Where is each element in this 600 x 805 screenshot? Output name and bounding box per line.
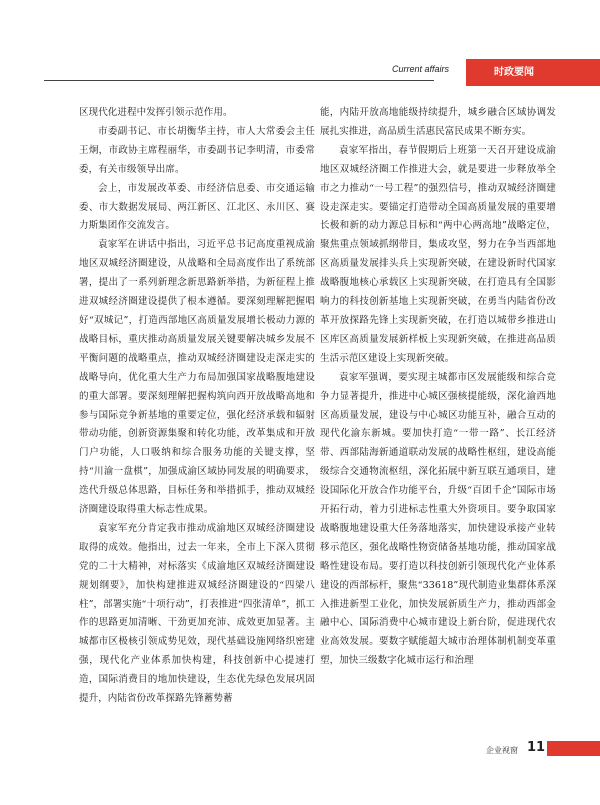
body-paragraph: 袁家军充分肯定我市推动成渝地区双城经济圈建设取得的成效。他指出，过去一年来，全市上下深入贯彻党的二十大精神，对标落实《成渝地区双城经济圈建设规划纲要》，加快构建推进双城经济圈建设的“四梁八柱”，部署实施“十项行动”，打表推进“四张清单”，抓工作的思路更加清晰、干劲更加充沛、成效更加显著。主城都市区极核引领成势见效，现代基础设施网络织密建强，现代化产业体系加快构建，科技创新中心提速打造，国际消费目的地加快建设，生态优先绿色发展巩固提升，内陆省份改革探路先锋蓄势蓄 xyxy=(79,522,315,705)
page-number: 11 xyxy=(527,740,546,755)
footer-brand: 企业视窗 xyxy=(486,746,518,755)
section-title-en: Current affairs xyxy=(392,64,450,74)
body-paragraph: 市委副书记、市长胡衡华主持，市人大常委会主任王炯，市政协主席程丽华，市委副书记李明清，市委常委，有关市级领导出席。 xyxy=(79,125,315,175)
right-column xyxy=(320,104,556,671)
body-paragraph: 袁家军在讲话中指出，习近平总书记高度重视成渝地区双城经济圈建设，从战略和全局高度作出了系统部署，提出了一系列新理念新思路新举措，为新征程上推进双城经济圈建设提供了根本遵循。要深刻理解把握唱好“双城记”，打造西部地区高质量发展增长极动力源的战略目标，重庆推动高质量发展关键要解决城乡发展不平衡问题的战略重点，推动双城经济圈建设走深走实的战略导向，优化重大生产力布局加强国家战略腹地建设的重大部署。要深刻理解把握构筑向西开放战略高地和参与国际竞争新基地的重要定位，强化经济承载和辐射带动功能，创新资源集聚和转化功能，改革集成和开放门户功能，人口吸纳和综合服务功能的关键支撑，坚持“川渝一盘棋”，加强成渝区域协同发展的明确要求，迭代升级总体思路，目标任务和举措抓手，推动双城经济圈建设取得重大标志性成果。 xyxy=(79,239,315,516)
header-rule xyxy=(44,80,434,81)
body-paragraph: 会上，市发展改革委、市经济信息委、市交通运输委、市大数据发展局、两江新区、江北区、永川区、赛力斯集团作交流发言。 xyxy=(79,182,315,232)
body-paragraph: 能，内陆开放高地能级持续提升，城乡融合区域协调发展扎实推进，高品质生活惠民富民成果不断夯实。 xyxy=(320,107,556,137)
footer-accent-bar xyxy=(547,741,600,756)
left-column xyxy=(79,104,315,709)
body-paragraph: 区现代化进程中发挥引领示范作用。 xyxy=(79,107,233,118)
body-paragraph: 袁家军指出，春节假期后上班第一天召开建设成渝地区双城经济圈工作推进大会，就是要进一步释放举全市之力推动“一号工程”的强烈信号，推动双城经济圈建设走深走实。要锚定打造带动全国高质量发展的重要增长极和新的动力源总目标和“两中心两高地”战略定位，聚焦重点领域抓纲带目，集成攻坚，努力在争当西部地区高质量发展排头兵上实现新突破，在建设新时代国家战略腹地核心承载区上实现新突破，在打造具有全国影响力的科技创新基地上实现新突破，在勇当内陆省份改革开放探路先锋上实现新突破，在打造以城带乡推进山区库区高质量发展新样板上实现新突破，在推进高品质生活示范区建设上实现新突破。 xyxy=(320,144,556,364)
section-tab: 时政要闻 xyxy=(466,59,600,86)
body-paragraph: 袁家军强调，要实现主城都市区发展能级和综合竞争力显著提升，推进中心城区强核提能级，深化渝西地区高质量发展，建设与中心城区功能互补，融合互动的现代化渝东新城。要加快打造“一带一路”、长江经济带、西部陆海新通道联动发展的战略性枢纽，建设高能级综合交通物流枢纽，深化拓展中新互联互通项目，建设国际化开放合作功能平台，升级“百团千企”国际市场开拓行动，着力引进标志性重大外资项目。要争取国家战略腹地建设重大任务落地落实，加快建设承接产业转移示范区，强化战略性物资储备基地功能，推动国家战略性建设布局。要打造以科技创新引领现代化产业体系建设的西部标杆，聚焦“33618”现代制造业集群体系深入推进新型工业化，加快发展新质生产力，推动西部金融中心、国际消费中心城市建设上新台阶，促进现代农业高效发展。要数字赋能超大城市治理体制机制变革重塑，加快三级数字化城市运行和治理 xyxy=(320,371,556,667)
